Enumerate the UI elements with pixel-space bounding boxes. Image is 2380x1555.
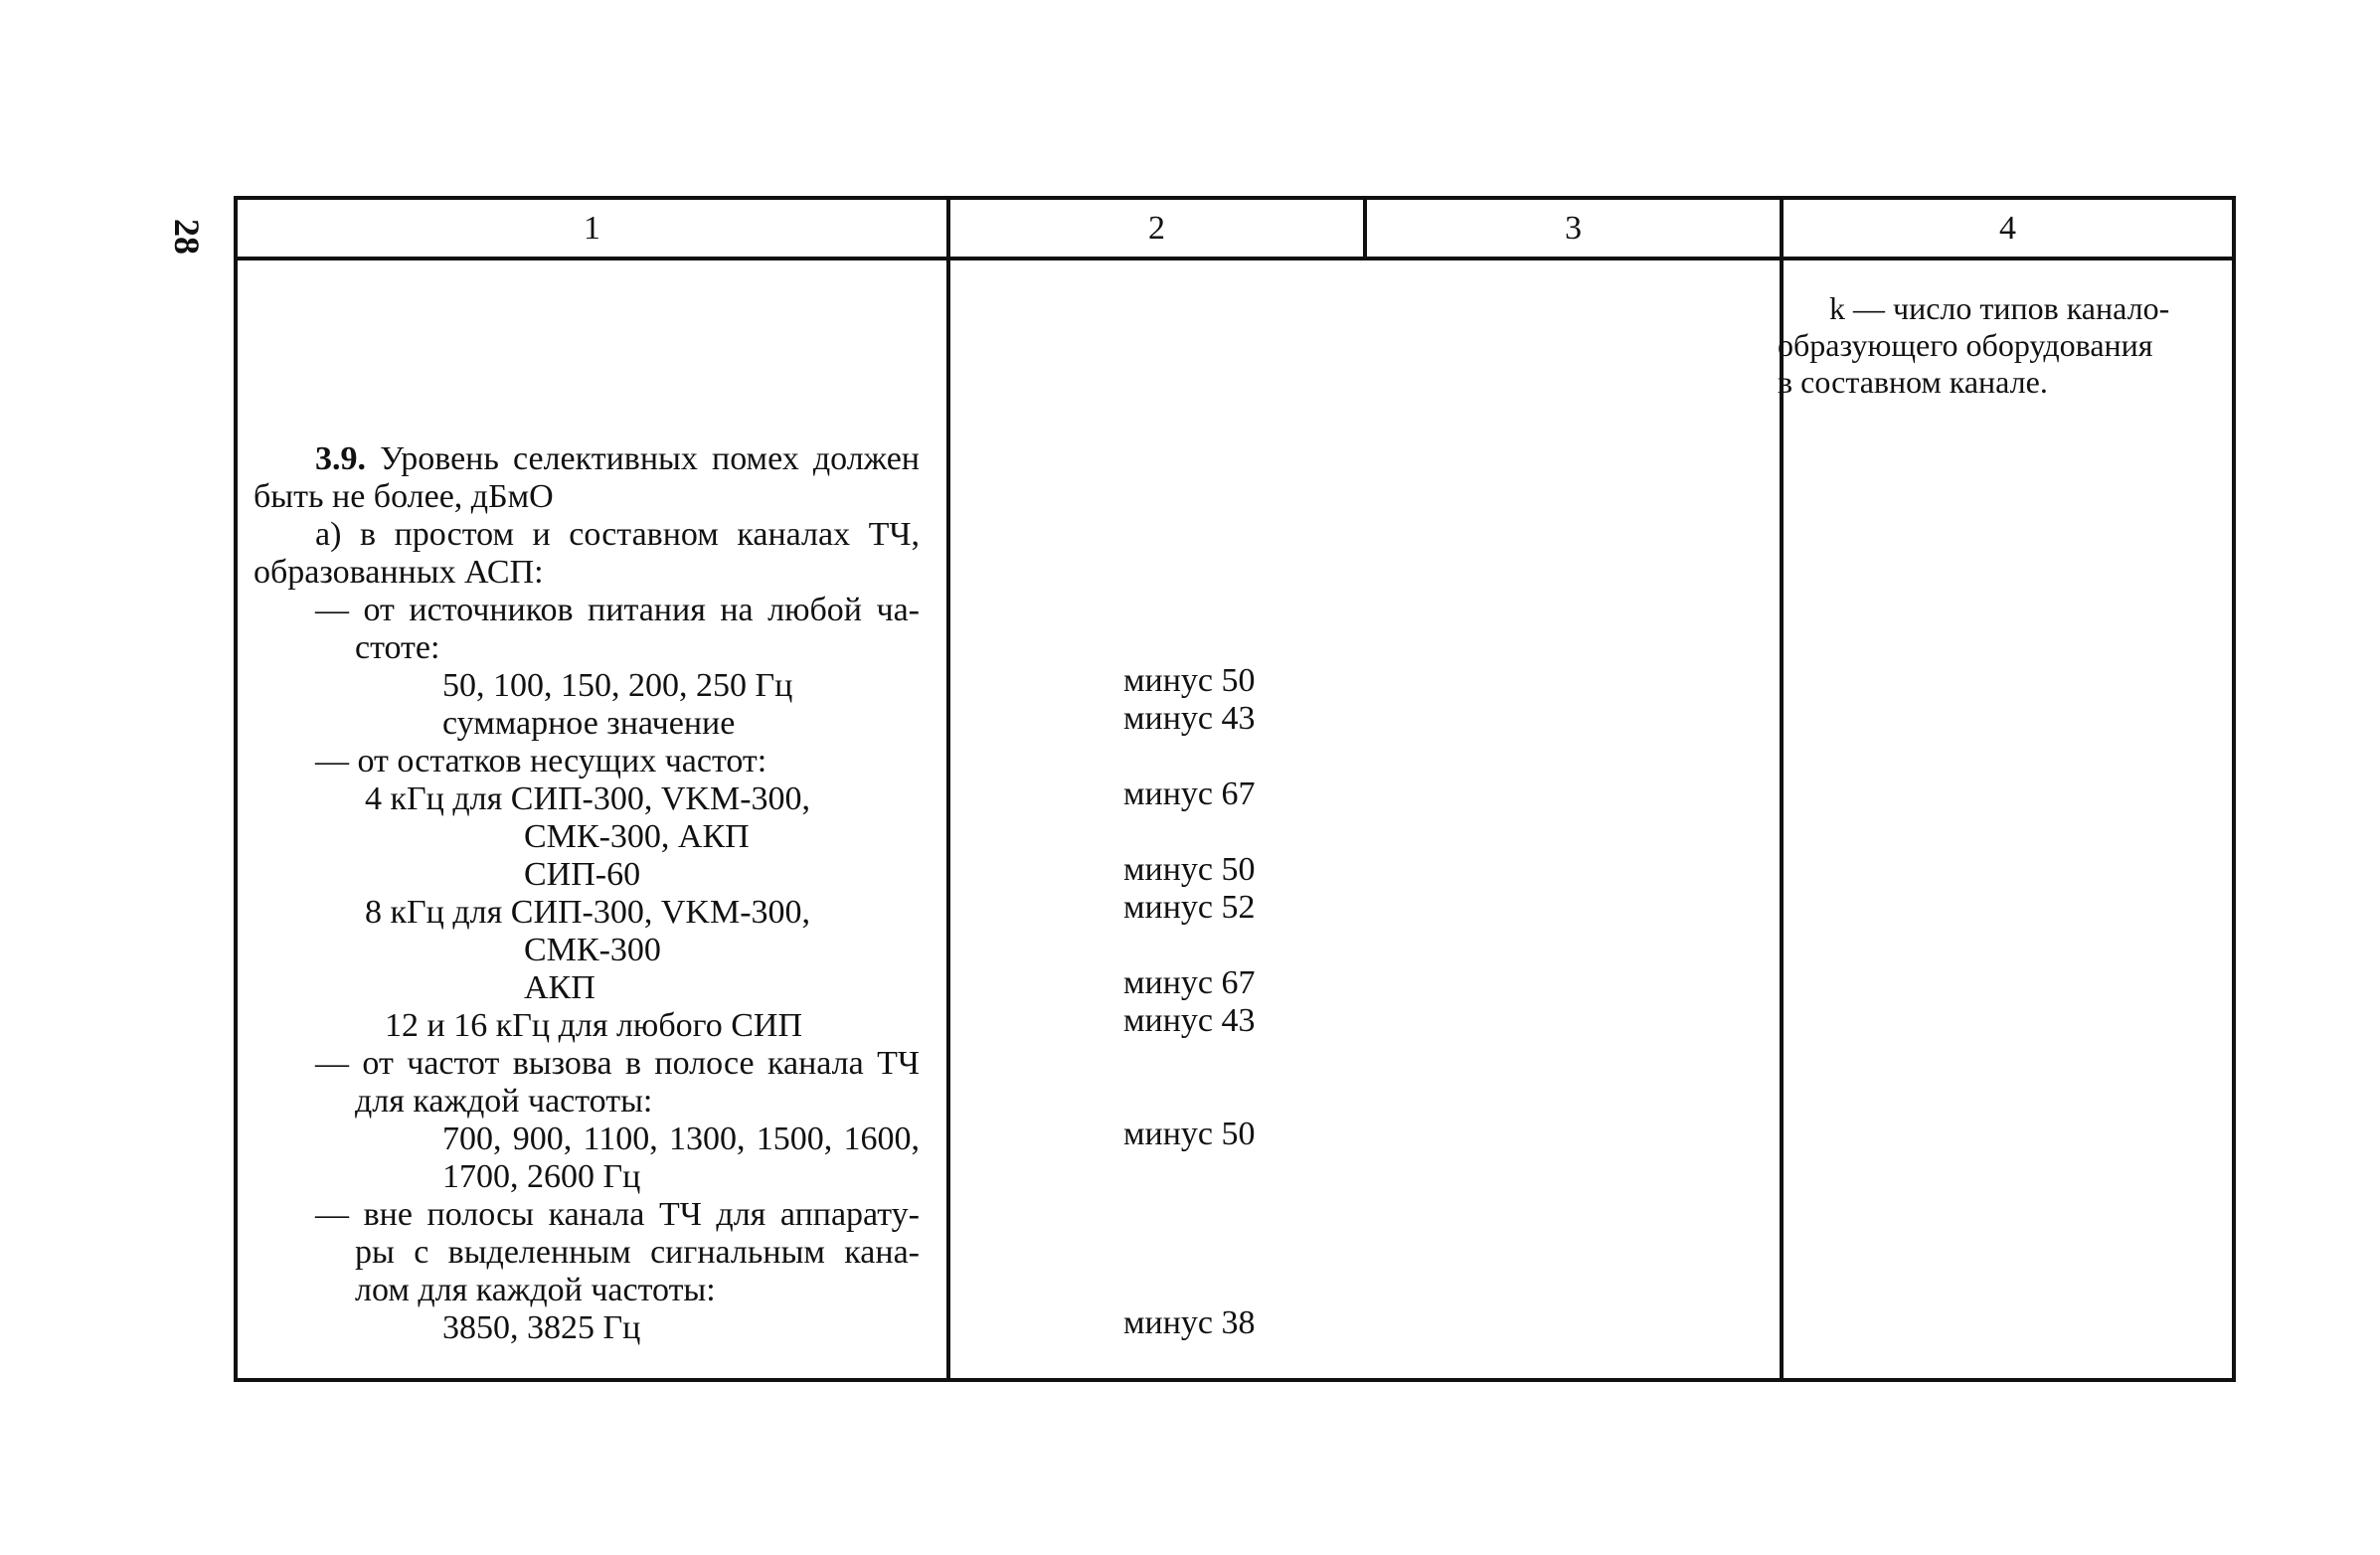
text-line: СМК-300, АКП [524,818,750,855]
col-divider-1 [946,196,950,1382]
note-line-1: k — число типов канало- [1829,290,2170,326]
col4-note [1778,290,2215,401]
text-line: стоте: [355,629,440,666]
text-line: СМК-300 [524,932,661,968]
header-cell-1: 1 [584,210,600,247]
text-line: суммарное значение [442,705,736,742]
value-cell: минус 43 [1123,1002,1256,1039]
text-line: 3850, 3825 Гц [442,1309,641,1346]
text-line: ры с выделенным сигнальным кана- [355,1234,920,1271]
header-cell-4: 4 [1999,210,2016,247]
text-line: — вне полосы канала ТЧ для аппарату- [315,1196,920,1233]
text-line: лом для каждой частоты: [355,1272,716,1308]
text-line: — от частот вызова в полосе канала ТЧ [315,1045,920,1082]
text-line: СИП-60 [524,856,641,893]
value-cell: минус 50 [1123,662,1256,699]
text-line: для каждой частоты: [355,1083,653,1120]
text-line: образованных АСП: [254,554,544,591]
text-line: 8 кГц для СИП-300, VKM-300, [365,894,811,931]
header-cell-2: 2 [1148,210,1165,247]
note-line-2: образующего оборудования [1778,327,2153,363]
text-line: быть не более, дБмО [254,478,554,515]
section-number: 3.9. [315,440,366,477]
value-cell: минус 43 [1123,700,1256,737]
text-line: 12 и 16 кГц для любого СИП [385,1007,803,1044]
section-heading [254,440,920,478]
header-divider [234,257,2236,260]
section-title: Уровень селективных помех должен [366,440,920,477]
note-line-3: в составном канале. [1778,364,2048,400]
page-number: 28 [167,219,207,255]
text-line: 4 кГц для СИП-300, VKM-300, [365,780,811,817]
requirement-text [254,440,920,1347]
value-cell: минус 38 [1123,1304,1256,1341]
text-line: 50, 100, 150, 200, 250 Гц [442,667,793,704]
value-cell: минус 67 [1123,964,1256,1001]
text-line: — от источников питания на любой ча- [315,592,920,628]
text-line: 700, 900, 1100, 1300, 1500, 1600, [442,1121,920,1157]
value-cell: минус 52 [1123,889,1256,926]
text-line: — от остатков несущих частот: [315,743,767,779]
value-cell: минус 50 [1123,851,1256,888]
text-line: 1700, 2600 Гц [442,1158,641,1195]
header-cell-3: 3 [1565,210,1582,247]
value-cell: минус 67 [1123,776,1256,812]
text-line: а) в простом и составном каналах ТЧ, [315,516,920,553]
text-line: АКП [524,969,595,1006]
value-cell: минус 50 [1123,1116,1256,1152]
